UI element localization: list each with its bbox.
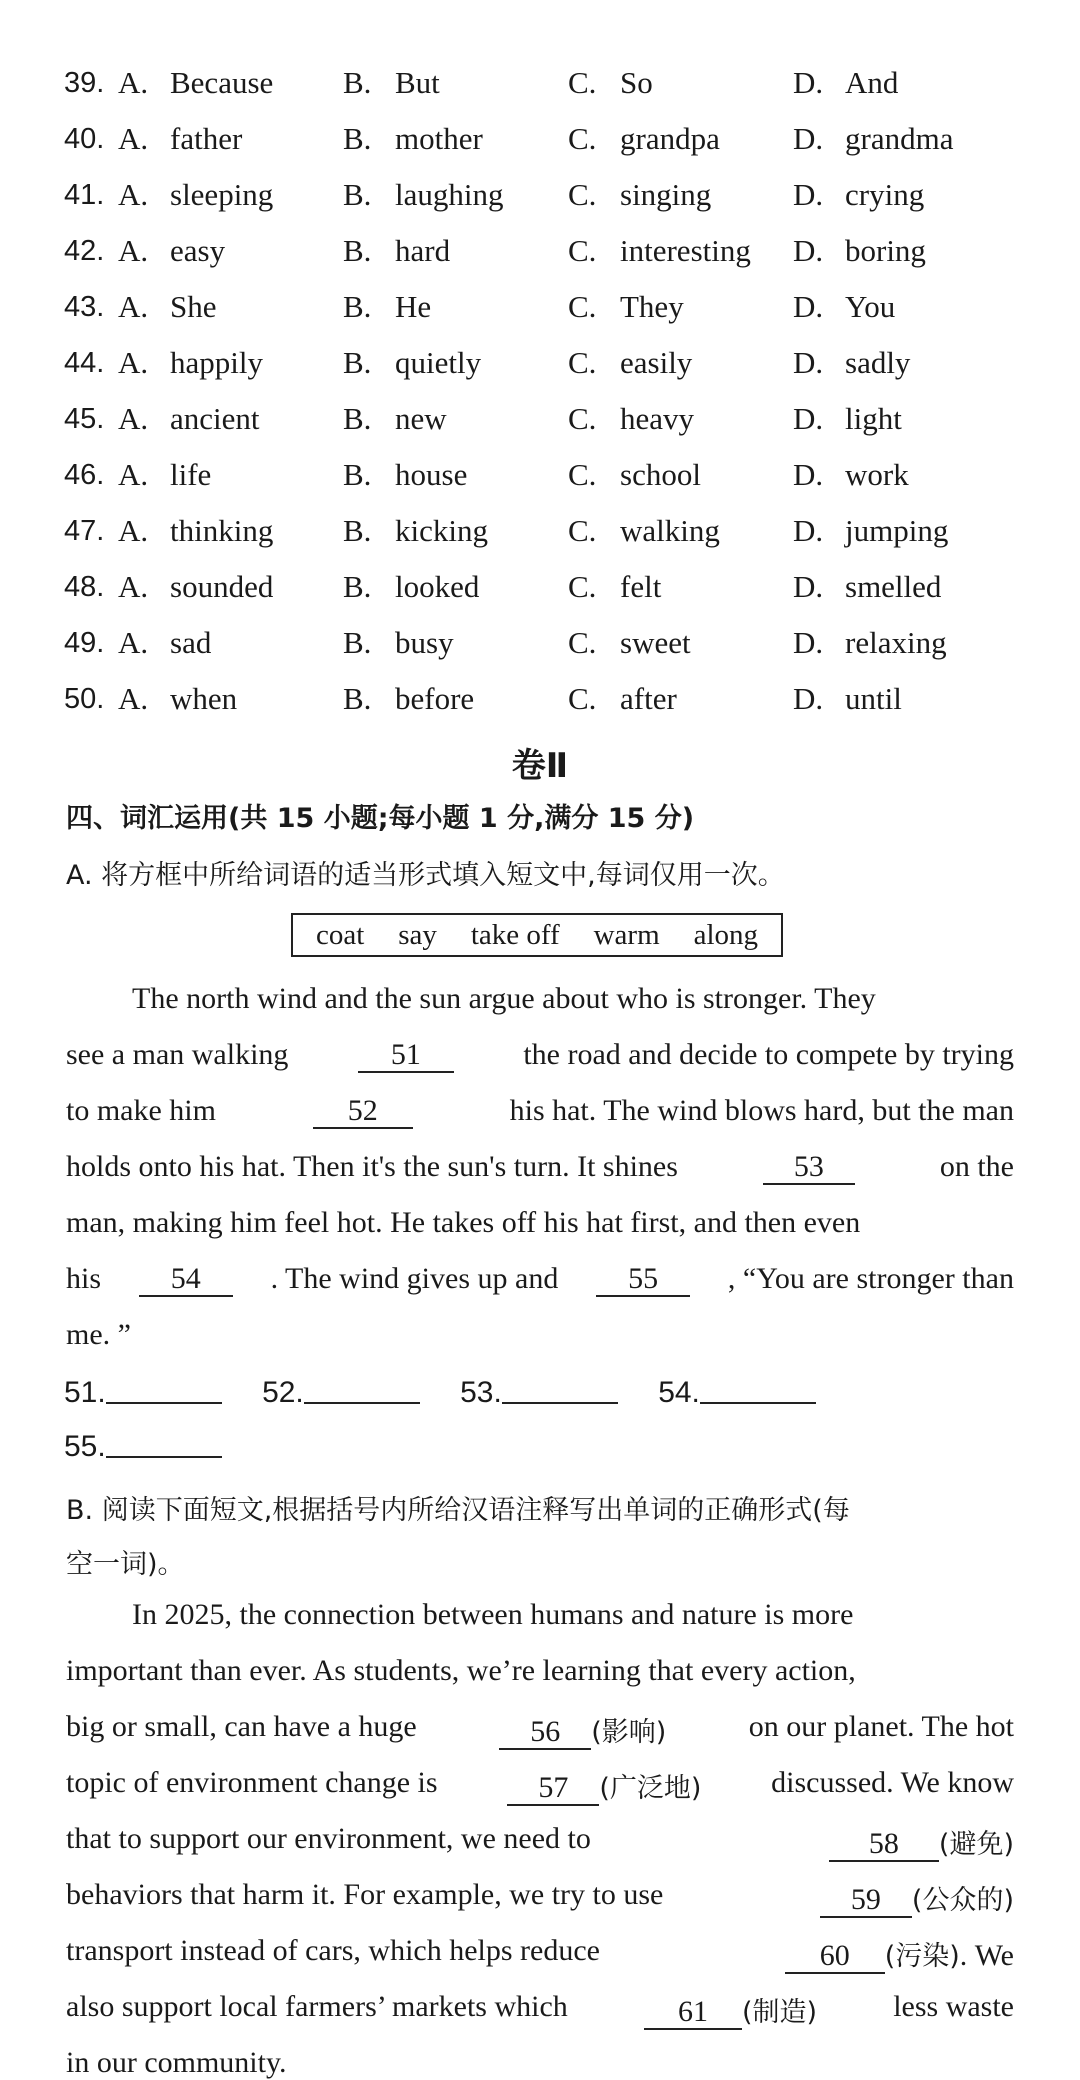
question-number: 39. [64,66,105,99]
option-text: new [395,401,447,436]
option-letter: B. [343,513,372,548]
partA-instruction: A. 将方框中所给词语的适当形式填入短文中,每词仅用一次。 [66,860,785,891]
option-text: But [395,65,440,100]
option-letter: B. [343,457,372,492]
option-text: grandpa [620,121,720,156]
option-a[interactable] [118,513,273,549]
answer-54[interactable] [658,1376,816,1410]
passage-line [66,1822,1014,1862]
blank-52[interactable]: 52 [313,1094,413,1129]
hint-60: (污染) [884,1941,960,1972]
option-text: smelled [845,569,942,604]
text: that to support our environment, we need to [66,1822,591,1855]
option-text: crying [845,177,925,212]
text: , “You are stronger than [727,1262,1014,1295]
answer-label: 51. [64,1376,106,1409]
option-letter: C. [568,513,597,548]
blank-54[interactable]: 54 [139,1262,233,1297]
option-letter: D. [793,513,824,548]
option-text: when [170,681,238,716]
option-text: light [845,401,902,436]
option-letter: A. [118,681,149,716]
option-text: They [620,289,684,324]
option-text: sleeping [170,177,274,212]
option-letter: C. [568,401,597,436]
option-text: school [620,457,701,492]
passage-line [66,1934,1014,1974]
passage-line [66,1150,1014,1185]
option-d[interactable] [793,681,902,717]
blank-61[interactable]: 61 [644,1995,742,2030]
option-text: quietly [395,345,482,380]
option-b[interactable] [343,401,447,437]
blank-53[interactable]: 53 [763,1150,855,1185]
option-text: father [170,121,243,156]
option-letter: A. [118,121,149,156]
text: less waste [893,1990,1014,2023]
option-text: kicking [395,513,488,548]
option-row [64,340,911,386]
option-b[interactable] [343,233,450,269]
option-row [64,564,942,610]
question-number: 40. [64,122,105,155]
option-letter: C. [568,569,597,604]
text: in our community. [66,2046,287,2079]
option-letter: B. [343,121,372,156]
option-b[interactable] [343,289,431,325]
blank-55[interactable]: 55 [596,1262,690,1297]
option-row [64,284,896,330]
option-text: sad [170,625,212,660]
passage-line [66,1878,1014,1918]
option-a[interactable] [118,121,242,157]
passage-line [66,1094,1014,1129]
blank-56[interactable]: 56 [499,1715,591,1750]
option-d[interactable] [793,65,898,101]
option-text: So [620,65,653,100]
text: topic of environment change is [66,1766,438,1799]
option-c[interactable] [568,177,711,213]
word-say: say [398,918,437,951]
option-text: mother [395,121,483,156]
text: behaviors that harm it. For example, we try to use [66,1878,664,1911]
blank-58[interactable]: 58 [829,1827,939,1862]
option-a[interactable] [118,569,273,605]
option-row [64,620,947,666]
option-letter: C. [568,233,597,268]
option-a[interactable] [118,65,273,101]
word-coat: coat [315,918,365,951]
option-text: before [395,681,475,716]
passage-line [66,1990,1014,2030]
option-letter: D. [793,345,824,380]
option-row [64,172,925,218]
option-text: sounded [170,569,274,604]
option-c[interactable] [568,401,694,437]
passage-line [66,1318,1014,1352]
option-d[interactable] [793,121,953,157]
option-row [64,676,902,722]
option-letter: C. [568,625,597,660]
answer-label: 55. [64,1430,106,1463]
text: important than ever. As students, we’re learning that every action, [66,1654,856,1687]
option-letter: A. [118,401,149,436]
question-number: 49. [64,626,105,659]
option-text: busy [395,625,454,660]
option-d[interactable] [793,345,910,381]
option-text: boring [845,233,926,268]
option-text: felt [620,569,662,604]
option-letter: C. [568,289,597,324]
question-number: 44. [64,346,105,379]
option-text: house [395,457,468,492]
option-c[interactable] [568,345,692,381]
option-a[interactable] [118,401,260,437]
answer-label: 52. [262,1376,304,1409]
text: see a man walking [66,1038,289,1071]
passage-line [66,1654,1014,1688]
option-letter: C. [568,457,597,492]
answer-line [106,1452,222,1458]
option-b[interactable] [343,177,504,213]
text: The north wind and the sun argue about who is stronger. They [132,982,876,1015]
blank-51[interactable]: 51 [358,1038,454,1073]
option-c[interactable] [568,121,720,157]
passage-line [66,1206,1014,1240]
section-title: 卷Ⅱ [511,746,569,786]
text: big or small, can have a huge [66,1710,417,1743]
passage-line [66,2046,1014,2080]
option-letter: B. [343,233,372,268]
option-letter: A. [118,65,149,100]
option-text: looked [395,569,480,604]
hint-57: (广泛地) [599,1773,702,1804]
answer-label: 53. [460,1376,502,1409]
text: transport instead of cars, which helps reduce [66,1934,600,1967]
option-letter: B. [343,569,372,604]
option-letter: C. [568,65,597,100]
option-letter: D. [793,457,824,492]
option-text: hard [395,233,451,268]
option-letter: D. [793,625,824,660]
answer-line [106,1398,222,1404]
blank-60[interactable]: 60 [785,1939,885,1974]
option-letter: A. [118,177,149,212]
text: his [66,1262,102,1295]
answer-51[interactable] [64,1376,222,1410]
word-box [291,913,783,957]
question-number: 43. [64,290,105,323]
option-letter: D. [793,569,824,604]
option-a[interactable] [118,345,263,381]
option-b[interactable] [343,345,481,381]
option-a[interactable] [118,625,211,661]
blank-57[interactable]: 57 [507,1771,599,1806]
option-letter: B. [343,65,372,100]
option-text: sadly [845,345,911,380]
option-text: singing [620,177,712,212]
option-b[interactable] [343,513,488,549]
option-letter: D. [793,681,824,716]
partB-instruction-1: B. 阅读下面短文,根据括号内所给汉语注释写出单词的正确形式(每 [66,1495,850,1526]
option-text: happily [170,345,263,380]
question-number: 41. [64,178,105,211]
option-a[interactable] [118,681,237,717]
option-b[interactable] [343,681,474,717]
option-row [64,228,926,274]
option-text: She [170,289,217,324]
option-d[interactable] [793,289,895,325]
option-letter: C. [568,177,597,212]
option-letter: B. [343,401,372,436]
option-text: after [620,681,677,716]
passage-line [66,1038,1014,1073]
option-text: jumping [845,513,949,548]
answer-line [304,1398,420,1404]
text: me. ” [66,1318,131,1351]
text: . We [959,1939,1014,1972]
option-row [64,396,902,442]
option-row [64,508,949,554]
option-d[interactable] [793,513,948,549]
option-text: And [845,65,899,100]
answer-row-1 [64,1376,848,1410]
passage-line [66,1262,1014,1297]
option-letter: A. [118,569,149,604]
option-letter: D. [793,401,824,436]
text: the road and decide to compete by trying [523,1038,1014,1071]
answer-53[interactable] [460,1376,618,1410]
text: man, making him feel hot. He takes off his hat first, and then even [66,1206,861,1239]
text: . The wind gives up and [270,1262,559,1295]
text: on the [939,1150,1014,1183]
option-d[interactable] [793,569,941,605]
option-c[interactable] [568,233,751,269]
question-number: 46. [64,458,105,491]
part4-heading: 四、词汇运用(共 15 小题;每小题 1 分,满分 15 分) [66,803,695,834]
option-b[interactable] [343,569,479,605]
option-letter: D. [793,233,824,268]
word-take-off: take off [470,918,560,951]
option-d[interactable] [793,177,924,213]
option-letter: C. [568,345,597,380]
option-letter: A. [118,289,149,324]
question-number: 50. [64,682,105,715]
option-row [64,452,909,498]
text: discussed. We know [771,1766,1014,1799]
option-letter: A. [118,345,149,380]
text: also support local farmers’ markets which [66,1990,568,2023]
option-text: walking [620,513,720,548]
text: on our planet. The hot [748,1710,1014,1743]
option-letter: B. [343,289,372,324]
option-d[interactable] [793,625,947,661]
text: In 2025, the connection between humans and nature is more [132,1598,854,1631]
option-letter: C. [568,121,597,156]
option-letter: D. [793,65,824,100]
option-row [64,60,899,106]
option-text: ancient [170,401,260,436]
answer-line [700,1398,816,1404]
option-text: Because [170,65,274,100]
partB-instruction-2: 空一词)。 [66,1549,185,1580]
blank-59[interactable]: 59 [820,1883,912,1918]
passage-line [66,1598,1014,1632]
passage-line [66,1710,1014,1750]
option-letter: D. [793,121,824,156]
hint-58: (避免) [938,1829,1014,1860]
option-text: until [845,681,902,716]
text: to make him [66,1094,216,1127]
hint-56: (影响) [591,1717,667,1748]
option-b[interactable] [343,65,440,101]
option-a[interactable] [118,177,273,213]
option-letter: A. [118,457,149,492]
question-number: 45. [64,402,105,435]
hint-61: (制造) [741,1997,818,2028]
option-row [64,116,954,162]
option-text: easily [620,345,693,380]
word-along: along [693,918,759,951]
option-d[interactable] [793,457,909,493]
option-letter: D. [793,289,824,324]
option-c[interactable] [568,513,720,549]
option-letter: A. [118,625,149,660]
text: holds onto his hat. Then it's the sun's turn. It shines [66,1150,678,1183]
option-text: You [845,289,896,324]
option-text: easy [170,233,226,268]
option-a[interactable] [118,457,211,493]
question-number: 47. [64,514,105,547]
option-text: grandma [845,121,954,156]
option-letter: B. [343,681,372,716]
option-c[interactable] [568,681,677,717]
option-text: He [395,289,432,324]
option-c[interactable] [568,289,684,325]
option-text: heavy [620,401,695,436]
answer-55[interactable] [64,1430,222,1464]
option-text: thinking [170,513,274,548]
option-letter: C. [568,681,597,716]
option-a[interactable] [118,233,225,269]
answer-line [502,1398,618,1404]
word-warm: warm [593,918,660,951]
option-b[interactable] [343,121,483,157]
option-text: life [170,457,212,492]
option-d[interactable] [793,233,926,269]
option-d[interactable] [793,401,902,437]
option-letter: D. [793,177,824,212]
passage-line [66,982,1014,1016]
question-number: 48. [64,570,105,603]
answer-52[interactable] [262,1376,420,1410]
question-number: 42. [64,234,105,267]
option-letter: A. [118,233,149,268]
option-c[interactable] [568,65,653,101]
answer-label: 54. [658,1376,700,1409]
option-letter: B. [343,625,372,660]
option-text: laughing [395,177,504,212]
option-letter: B. [343,345,372,380]
option-text: sweet [620,625,691,660]
option-text: relaxing [845,625,947,660]
option-letter: B. [343,177,372,212]
option-c[interactable] [568,457,701,493]
option-c[interactable] [568,569,661,605]
option-a[interactable] [118,289,217,325]
option-b[interactable] [343,457,467,493]
passage-line [66,1766,1014,1806]
hint-59: (公众的) [911,1885,1014,1916]
option-b[interactable] [343,625,454,661]
option-c[interactable] [568,625,691,661]
option-text: work [845,457,909,492]
answer-row-2 [64,1430,254,1464]
option-letter: A. [118,513,149,548]
text: his hat. The wind blows hard, but the man [509,1094,1014,1127]
option-text: interesting [620,233,751,268]
